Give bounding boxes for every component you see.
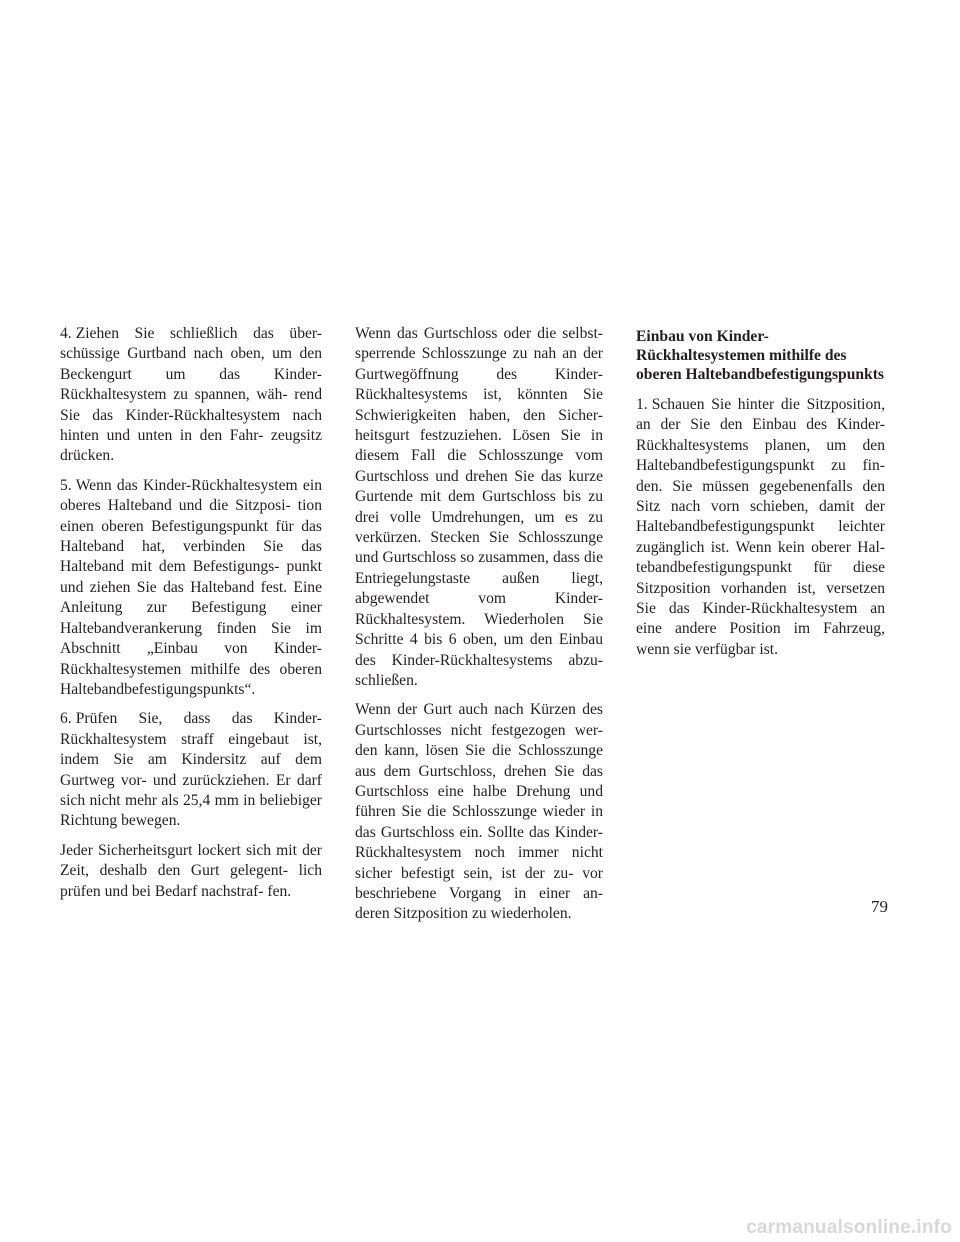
step-6-paragraph: [60, 709, 322, 831]
buckle-shortening-paragraph: Wenn das Gurtschloss oder die selbst- sperrende Schlosszunge zu nah an der Gurtwegöffnung des Kinder- Rückhaltesystems ist, könnten Sie Schwierigkeiten haben, den Sicher- heitsgurt festzuziehen. Lösen Sie in diesem Fall die Schlosszunge vom Gurtschloss und drehen Sie das kurze Gurtende mit dem Gurtschloss bis zu drei volle Umdrehungen, um es zu verkürzen. Stecken Sie Schlosszunge und Gurtschloss so zusammen, dass die Entriegelungstaste außen liegt, abgewendet vom Kinder- Rückhaltesystem. Wiederholen Sie Schritte 4 bis 6 oben, um den Einbau des Kinder-Rückhaltesystems abzu- schließen.: [355, 325, 603, 689]
step-text: Wenn das Kinder-Rückhaltesystem ein oberes Halteband und die Sitzposi- tion einen oberen Befestigungspunkt für das Halteband hat, verbinden Sie das Halteband mit dem Befestigungs- punkt und ziehen Sie das Halteband fest. Eine Anleitung zur Befestigung einer Haltebandverankerung finden Sie im Abschnitt „Einbau von Kinder- Rückhaltesystemen mithilfe des oberen Haltebandbefestigungspunkts“.: [60, 476, 322, 698]
paragraph-text: Jeder Sicherheitsgurt lockert sich mit der Zeit, deshalb den Gurt gelegent- lich prüfen und bei Bedarf nachstraf- fen.: [60, 841, 322, 900]
step-text: Schauen Sie hinter die Sitzposition, an der Sie den Einbau des Kinder- Rückhaltesystems planen, um den Haltebandbefestigungspunkt zu fin- den. Sie müssen gegebenenfalls den Sitz nach vorn schieben, damit der Haltebandbefestigungspunkt leichter zugänglich ist. Wenn kein oberer Hal- tebandbefestigungspunkt für diese Sitzposition vorhanden ist, versetzen Sie das Kinder-Rückhaltesystem an eine andere Position im Fahrzeug, wenn sie verfügbar ist.: [636, 396, 885, 658]
step-number: 5.: [60, 476, 72, 494]
text-column-right: [636, 324, 885, 669]
note-paragraph: [60, 841, 322, 902]
text-column-left: [60, 324, 322, 911]
step-number: 4.: [60, 325, 72, 342]
step-5-paragraph: [60, 476, 322, 700]
step-1-paragraph: [636, 395, 885, 660]
section-heading: Einbau von Kinder- Rückhaltesystemen mithilfe des oberen Haltebandbefestigungspunkts: [636, 328, 884, 383]
buckle-twist-paragraph: Wenn der Gurt auch nach Kürzen des Gurtschlosses nicht festgezogen wer- den kann, lösen Sie die Schlosszunge aus dem Gurtschloss, drehen Sie das Gurtschloss eine halbe Drehung und führen Sie die Schlosszunge wieder in das Gurtschloss ein. Sollte das Kinder-Rückhaltesystem noch immer nicht sicher befestigt sein, ist der zu- vor beschriebene Vorgang in einer an- deren Sitzposition zu wiederholen.: [355, 701, 603, 923]
step-text: Ziehen Sie schließlich das über- schüssige Gurtband nach oben, um den Beckengurt um das Kinder- Rückhaltesystem zu spannen, wäh- rend Sie das Kinder-Rückhaltesystem nach hinten und unten in den Fahr- zeugsitz drücken.: [60, 325, 322, 465]
text-column-middle: [355, 324, 603, 934]
step-text: Prüfen Sie, dass das Kinder- Rückhaltesystem straff eingebaut ist, indem Sie am Kindersitz auf dem Gurtweg vor- und zurückziehen. Er darf sich nicht mehr als 25,4 mm in beliebiger Richtung bewegen.: [60, 710, 322, 830]
step-number: 1.: [636, 396, 648, 413]
page-number: 79: [871, 897, 888, 916]
step-number: 6.: [60, 710, 72, 728]
watermark: carmanualsonline.info: [746, 1217, 952, 1238]
step-4-paragraph: [60, 324, 322, 467]
